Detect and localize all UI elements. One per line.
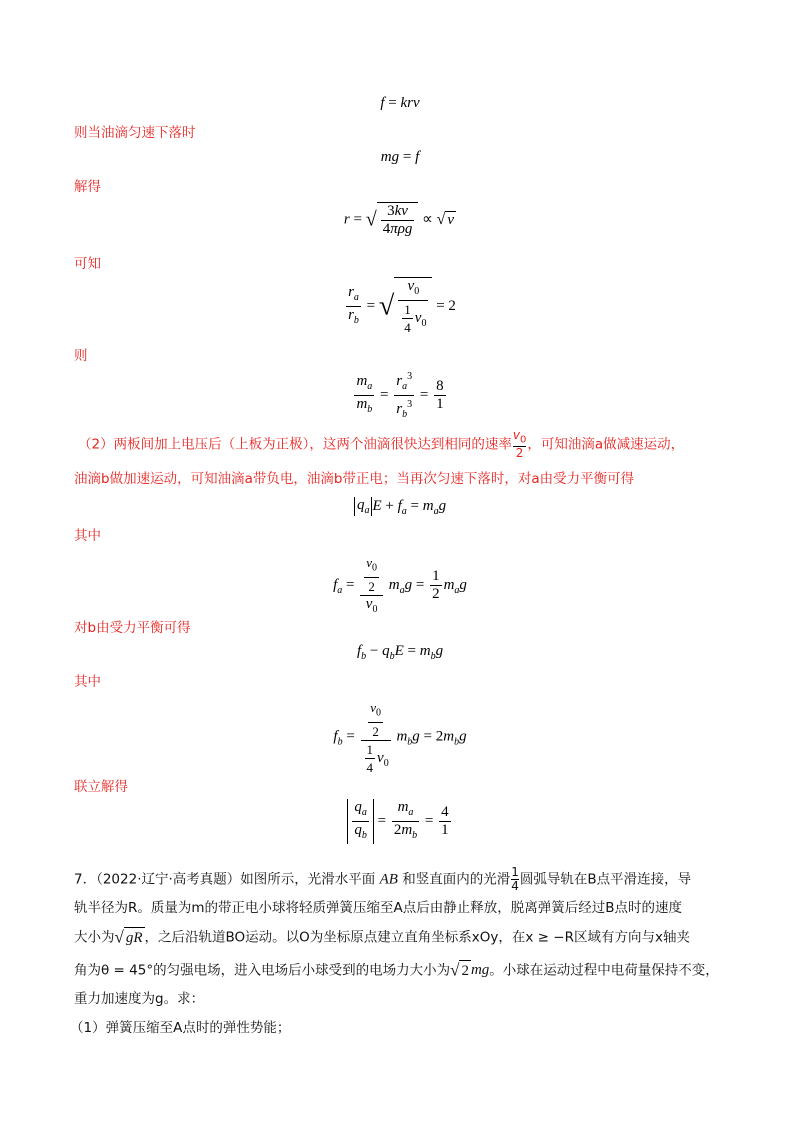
fraction-v0-over-2: $\frac{v_0}{2}$	[512, 428, 527, 461]
equation-fb: $f_b$ = $\frac{v_0}{2}$ $\frac{1}{4}$ $v_0$ $m_bg = 2m_bg$	[333, 700, 467, 775]
text-uniform-fall: 则当油滴匀速下落时	[74, 125, 196, 141]
sqrt-gR: √ gR	[114, 927, 143, 947]
equation-charge-ratio: $\frac{q_a}{q_b}$ = $\frac{m_a}{2m_b}$ = $\frac{4}{1}$	[0, 799, 800, 844]
text-where-2: 其中	[74, 674, 101, 690]
problem7-question1: （1）弹簧压缩至A点时的弹性势能；	[70, 1020, 291, 1036]
sqrt-2-mg: √ 2 mg	[450, 960, 490, 980]
fraction-quarter: $\frac{1}{4}$	[511, 865, 519, 893]
equation-fa: $f_a$ = $\frac{\frac{v_0}{2}}{v_0}$ $m_ag$ = $\frac{1}{2}$ $m_ag$	[333, 555, 467, 615]
text-part2-line2: 油滴b做加速运动，可知油滴a带负电，油滴b带正电；当再次匀速下落时，对a由受力平衡可得	[74, 471, 635, 487]
equation-radius-ratio: $\frac{r_a}{r_b}$ = √ $v_0$ $\frac{1}{4}$ $v_0$ = 2	[348, 278, 456, 335]
equation-force-a: $q_a$ $E + f_a = m_ag$	[0, 497, 800, 517]
text-b-balance: 对b由受力平衡可得	[74, 620, 191, 636]
text-then: 则	[74, 348, 88, 364]
problem7-line5: 重力加速度为g。求：	[74, 991, 205, 1007]
text-where-1: 其中	[74, 528, 101, 544]
equation-balance: mg = f	[380, 149, 420, 165]
equation-radius: r = √ $\frac{3kv}{\text{4πρg}}$ ∝ √ v	[343, 203, 455, 237]
problem7-line1: 7．（2022·辽宁·高考真题）如图所示，光滑水平面 AB 和竖直面内的光滑 $\frac{1}{4}$圆弧导轨在B点平滑连接，导	[74, 865, 692, 893]
text-combine: 联立解得	[74, 779, 128, 795]
text-know: 可知	[74, 256, 101, 272]
equation-drag: f = krv	[380, 95, 420, 111]
text-part2-line1: （2）两板间加上电压后（上板为正极），这两个油滴很快达到相同的速率 $\frac{v_0}{2}$，可知油滴a做减速运动，	[78, 428, 685, 461]
equation-mass-ratio: $\frac{m_a}{m_b}$ = $\frac{r_a^3}{r_b^3}$ = $\frac{8}{1}$	[0, 368, 800, 423]
problem7-line2: 轨半径为R。质量为m的带正电小球将轻质弹簧压缩至A点后由静止释放，脱离弹簧后经过B点时的速度	[74, 900, 683, 916]
equation-force-b: $f_b - q_bE = m_bg$	[356, 643, 444, 662]
problem7-line4: 角为θ = 45°的匀强电场，进入电场后小球受到的电场力大小为√ 2 mg。小球在运动过程中电荷量保持不变，	[74, 960, 719, 980]
text-solve: 解得	[74, 179, 101, 195]
problem7-line3: 大小为√ gR ，之后沿轨道BO运动。以O为坐标原点建立直角坐标系xOy，在x ≥ −R区域有方向与x轴夹	[74, 927, 690, 947]
